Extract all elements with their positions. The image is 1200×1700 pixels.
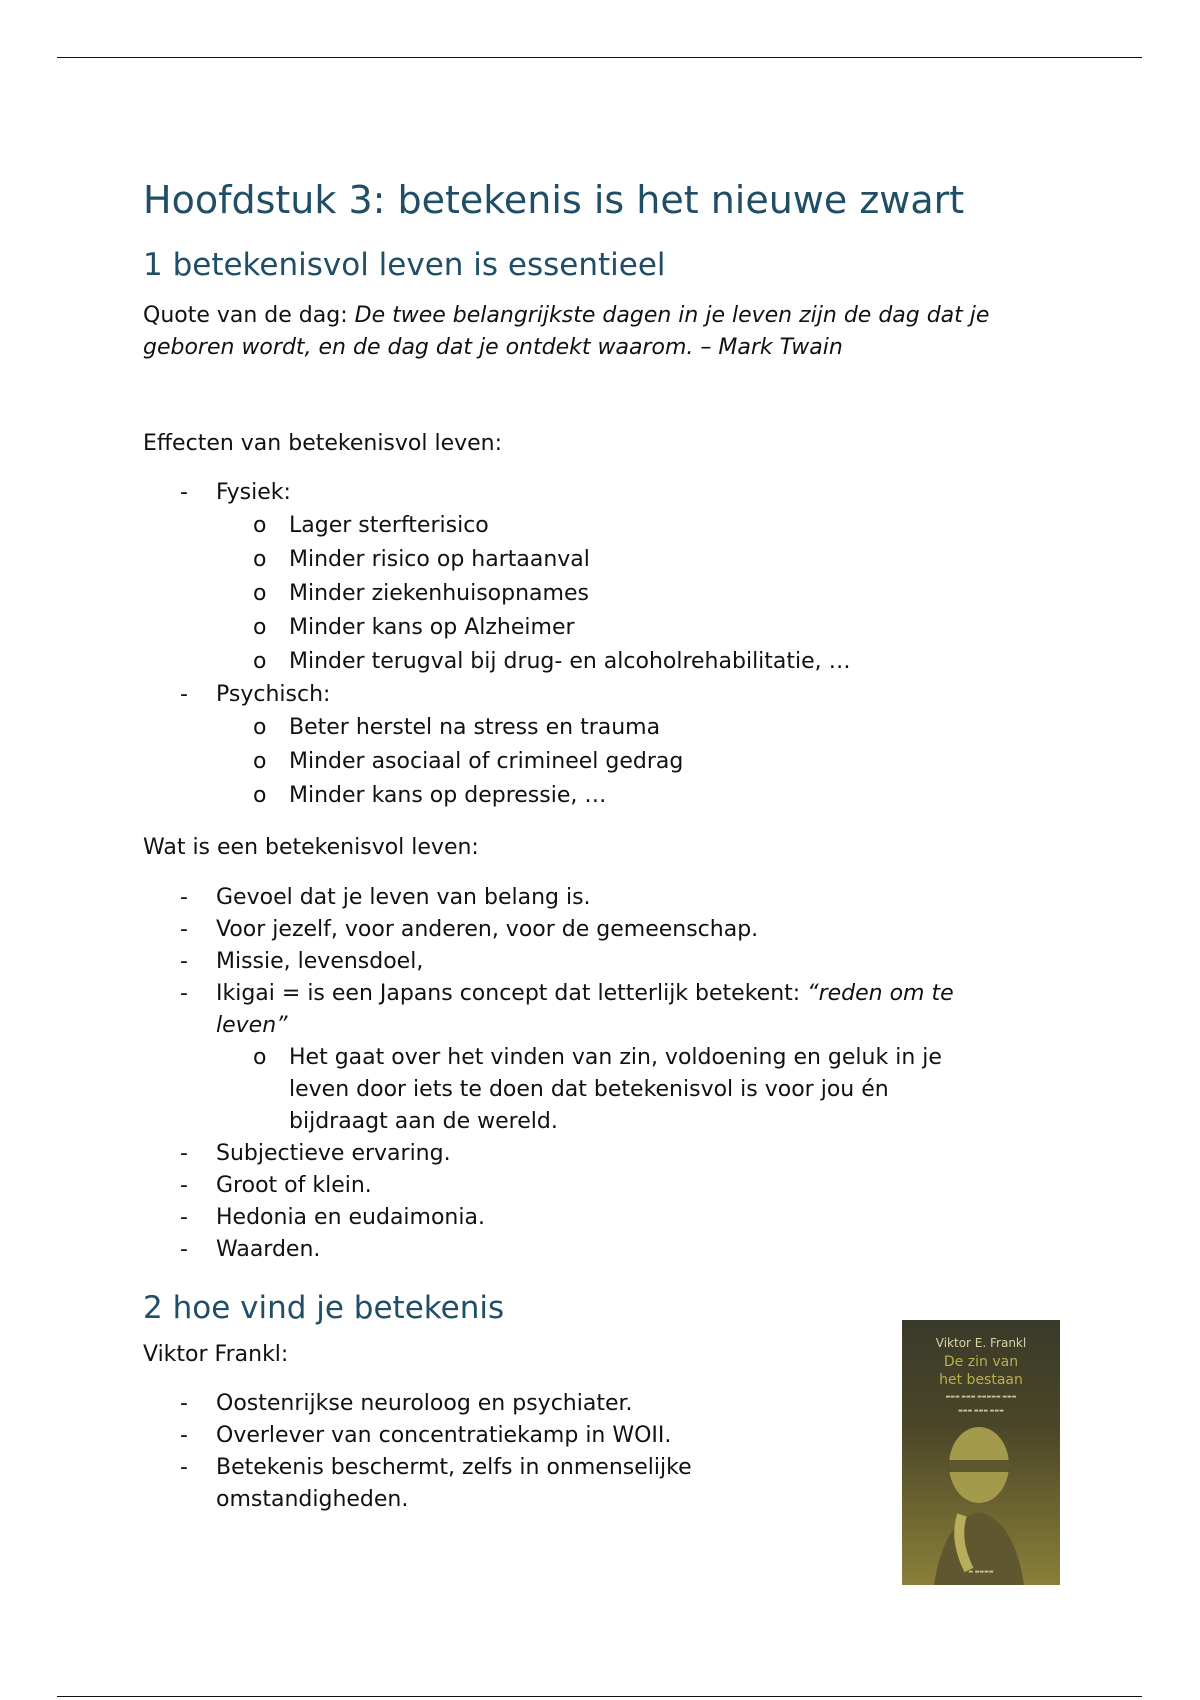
list-item-text: Betekenis beschermt, zelfs in onmenselijke omstandigheden. — [216, 1455, 692, 1512]
circle-bullet: o — [253, 513, 267, 538]
list-item-text: Waarden. — [216, 1237, 321, 1262]
list-item — [143, 1138, 1043, 1170]
list-item-text: Hedonia en eudaimonia. — [216, 1205, 485, 1230]
list-item — [216, 543, 1043, 577]
list-item — [216, 745, 1043, 779]
list-item — [216, 711, 1043, 745]
dash-bullet: - — [180, 1455, 188, 1480]
sub-list — [216, 711, 1043, 813]
dash-bullet: - — [180, 885, 188, 910]
list-item-text: Minder terugval bij drug- en alcoholrehabilitatie, … — [289, 649, 851, 674]
dash-bullet: - — [180, 1391, 188, 1416]
footer-rule — [57, 1696, 1142, 1697]
portrait-illustration — [924, 1420, 1034, 1585]
book-cover-image — [902, 1320, 1060, 1585]
list-item — [143, 1234, 1043, 1266]
effects-list — [143, 477, 1043, 813]
circle-bullet: o — [253, 581, 267, 606]
circle-bullet: o — [253, 649, 267, 674]
book-title-line-2: het bestaan — [939, 1372, 1023, 1388]
list-item-text: Subjectieve ervaring. — [216, 1141, 451, 1166]
dash-bullet: - — [180, 682, 188, 707]
sub-list — [216, 1042, 976, 1138]
list-item-text: Beter herstel na stress en trauma — [289, 715, 661, 740]
list-item — [143, 1170, 1043, 1202]
effect-category-label: Fysiek: — [216, 480, 291, 505]
list-item — [216, 1042, 979, 1138]
list-item-text: Minder ziekenhuisopnames — [289, 581, 589, 606]
dash-bullet: - — [180, 1141, 188, 1166]
quote-text: De twee belangrijkste dagen in je leven zijn de dag dat je geboren wordt, en de dag dat je ontdekt waarom. – Mark Twain — [143, 303, 990, 360]
dash-bullet: - — [180, 1205, 188, 1230]
dash-bullet: - — [180, 949, 188, 974]
dash-bullet: - — [180, 480, 188, 505]
circle-bullet: o — [253, 749, 267, 774]
list-item — [143, 914, 1043, 946]
list-item — [216, 645, 1043, 679]
list-item-text: Groot of klein. — [216, 1173, 372, 1198]
sub-list — [216, 509, 1043, 679]
what-intro: Wat is een betekenisvol leven: — [143, 835, 479, 860]
list-item — [143, 679, 1043, 813]
list-item — [143, 1452, 816, 1516]
what-list — [143, 882, 1043, 1266]
list-item — [216, 577, 1043, 611]
list-item — [143, 477, 1043, 679]
list-item-text: Lager sterfterisico — [289, 513, 489, 538]
header-rule — [57, 57, 1142, 58]
list-item-text: Overlever van concentratiekamp in WOII. — [216, 1423, 672, 1448]
dash-bullet: - — [180, 917, 188, 942]
quote-paragraph — [143, 300, 1063, 364]
list-item-text: Het gaat over het vinden van zin, voldoening en geluk in je leven door iets te doen dat betekenisvol is voor jou én bijdraagt aan de wereld. — [289, 1045, 942, 1134]
list-item-text: Oostenrijkse neuroloog en psychiater. — [216, 1391, 633, 1416]
list-item-text: Minder kans op Alzheimer — [289, 615, 575, 640]
quote-label: Quote van de dag: — [143, 303, 355, 328]
effects-intro: Effecten van betekenisvol leven: — [143, 431, 503, 456]
dash-bullet: - — [180, 1423, 188, 1448]
list-item-text: Minder kans op depressie, … — [289, 783, 607, 808]
circle-bullet: o — [253, 547, 267, 572]
circle-bullet: o — [253, 1045, 267, 1070]
list-item-text: Gevoel dat je leven van belang is. — [216, 885, 591, 910]
book-title-line-1: De zin van — [943, 1354, 1019, 1370]
circle-bullet: o — [253, 615, 267, 640]
ikigai-quote: “reden om te leven” — [216, 981, 954, 1038]
dash-bullet: - — [180, 981, 188, 1006]
section-1-heading: 1 betekenisvol leven is essentieel — [143, 247, 666, 283]
person-name: Viktor Frankl: — [143, 1342, 289, 1367]
list-item — [143, 882, 1043, 914]
list-item — [216, 779, 1043, 813]
effect-category-label: Psychisch: — [216, 682, 331, 707]
circle-bullet: o — [253, 783, 267, 808]
circle-bullet: o — [253, 715, 267, 740]
list-item — [143, 1202, 1043, 1234]
dash-bullet: - — [180, 1237, 188, 1262]
list-item-text: Minder risico op hartaanval — [289, 547, 590, 572]
list-item-text: Voor jezelf, voor anderen, voor de gemeenschap. — [216, 917, 759, 942]
section-2-heading: 2 hoe vind je betekenis — [143, 1290, 505, 1326]
list-item — [143, 946, 1043, 978]
list-item-text: Ikigai = is een Japans concept dat letterlijk betekent: — [216, 981, 808, 1006]
list-item-text: Missie, levensdoel, — [216, 949, 424, 974]
list-item — [216, 509, 1043, 543]
list-item — [143, 978, 976, 1138]
chapter-title: Hoofdstuk 3: betekenis is het nieuwe zwart — [143, 178, 965, 222]
dash-bullet: - — [180, 1173, 188, 1198]
list-item-text: Minder asociaal of crimineel gedrag — [289, 749, 684, 774]
list-item — [216, 611, 1043, 645]
book-subtitle-line-1: ▬▬▬ ▬▬▬ ▬▬▬▬▬ ▬▬▬ — [945, 1394, 1017, 1400]
book-publisher: ▬ ▬▬▬▬ — [968, 1569, 994, 1575]
book-subtitle-line-2: ▬▬▬ ▬▬▬ ▬▬▬ — [958, 1408, 1004, 1414]
book-author: Viktor E. Frankl — [935, 1336, 1027, 1350]
